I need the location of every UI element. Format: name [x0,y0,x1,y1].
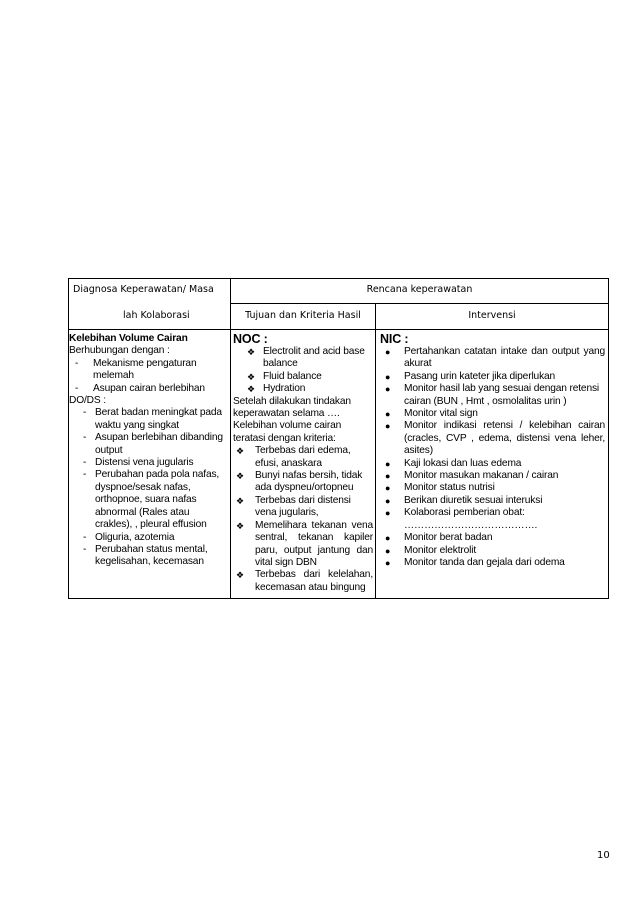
list-item: - Mekanisme pengaturan melemah [75,357,197,382]
list-item: ❖ Memelihara tekanan vena sentral, tekanan kapiler paru, output jantung dan vital sign DBN [236,519,373,568]
header-diagnosa [69,279,231,330]
list-item: ❖ Terbebas dari kelelahan, kecemasan atau bingung [236,569,373,593]
list-item: ● Berikan diuretik sesuai interuksi [385,494,543,506]
noc-cell [231,330,376,599]
list-item: ❖ Terbebas dari distensi vena jugularis, [236,494,351,519]
noc-outcome-list [233,346,373,396]
diagnosa-intro: Berhubungan dengan : [69,345,170,357]
list-item: ● Monitor tanda dan gejala dari odema [385,556,565,568]
page-number: 10 [597,850,610,861]
list-item: - Berat badan meningkat pada waktu yang singkat [83,407,222,431]
diagnosa-cell [69,330,231,599]
list-item: ❖ Fluid balance [247,370,322,382]
diamond-bullet-icon: ❖ [236,446,244,457]
list-item: ❖ Bunyi nafas bersih, tidak ada dyspneu/ortopneu [236,470,363,494]
sign-list [69,407,227,568]
nic-list [380,346,605,520]
list-item: - Oliguria, azotemia [83,531,175,543]
diamond-bullet-icon: ❖ [247,371,255,382]
list-item: - Perubahan pada pola nafas, dyspnoe/sesak nafas, orthopnoe, suara nafas abnormal (Rales atau crakles), , pleural effusion [83,469,220,531]
list-item: ● Monitor elektrolit [385,544,477,556]
diamond-bullet-icon: ❖ [247,347,255,357]
list-item: ● Monitor masukan makanan / cairan [385,470,559,482]
diamond-bullet-icon: ❖ [236,570,244,581]
dotted-line: …………………………………. [404,519,538,531]
list-item: - Perubahan status mental, kegelisahan, kecemasan [83,543,208,568]
list-item: ● Pasang urin kateter jika diperlukan [385,370,556,382]
list-item: ● Monitor hasil lab yang sesuai dengan retensi cairan (BUN , Hmt , osmolalitas urin ) [385,383,600,407]
list-item: ● Monitor vital sign [385,408,478,420]
nursing-care-plan-table [68,278,609,599]
noc-title: NOC : [233,332,268,346]
header-diagnosa-line2: lah Kolaborasi [123,310,190,321]
list-item: ❖ Hydration [247,383,306,395]
list-item: ● Kolaborasi pemberian obat: [385,507,525,519]
list-item: ● Monitor berat badan [385,532,493,544]
noc-criteria-list [233,445,373,594]
list-item: ❖ Electrolit and acid base balance [247,346,365,370]
header-diagnosa-line1: Diagnosa Keperawatan/ Masa [73,284,214,295]
header-tujuan: Tujuan dan Kriteria Hasil [231,303,376,329]
diamond-bullet-icon: ❖ [236,520,244,531]
list-item: - Asupan cairan berlebihan [75,382,205,394]
list-item: ● Kaji lokasi dan luas edema [385,457,522,469]
cause-list [69,358,227,395]
diamond-bullet-icon: ❖ [247,384,255,395]
list-item: - Asupan berlebihan dibanding output [83,432,223,456]
list-item: ❖ Terbebas dari edema, efusi, anaskara [236,445,351,469]
header-intervensi: Intervensi [376,303,609,329]
list-item: ● Monitor status nutrisi [385,482,495,494]
nic-title: NIC : [380,332,409,346]
list-item: ● Pertahankan catatan intake dan output yang akurat [385,346,605,370]
diamond-bullet-icon: ❖ [236,471,244,482]
diamond-bullet-icon: ❖ [236,495,244,506]
diagnosa-title: Kelebihan Volume Cairan [69,333,188,344]
dods-label: DO/DS : [69,395,106,407]
nic-cell [376,330,609,599]
list-item: - Distensi vena jugularis [83,457,194,469]
list-item: ● Monitor indikasi retensi / kelebihan cairan (cracles, CVP , edema, distensi vena leher, asites) [385,420,605,457]
nic-list-after [380,532,605,569]
noc-intro: Setelah dilakukan tindakan keperawatan selama …. Kelebihan volume cairan teratasi dengan kriteria: [233,395,351,444]
header-rencana: Rencana keperawatan [231,279,609,304]
